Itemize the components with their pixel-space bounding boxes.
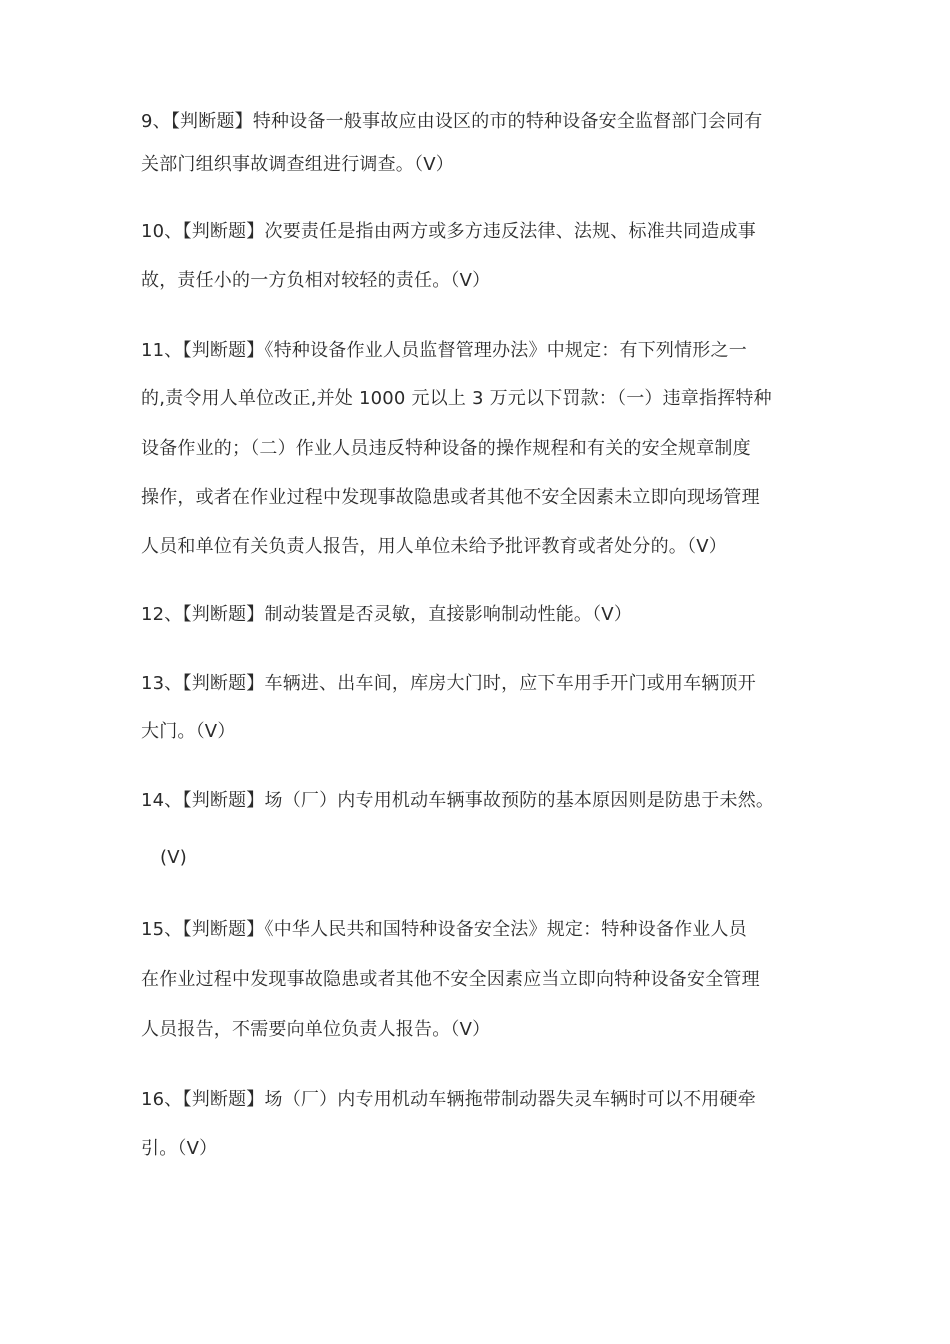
question-line: 的,责令用人单位改正,并处 1000 元以上 3 万元以下罚款：（一）违章指挥特种 bbox=[141, 388, 772, 409]
question-line: 13、【判断题】车辆进、出车间，库房大门时，应下车用手开门或用车辆顶开 bbox=[141, 673, 756, 694]
question-line: 10、【判断题】次要责任是指由两方或多方违反法律、法规、标准共同造成事 bbox=[141, 221, 756, 242]
question-line: 12、【判断题】制动装置是否灵敏，直接影响制动性能。（V） bbox=[141, 604, 633, 625]
question-line: 设备作业的；（二）作业人员违反特种设备的操作规程和有关的安全规章制度 bbox=[141, 438, 751, 459]
question-line: (V) bbox=[160, 847, 187, 868]
question-line: 人员报告，不需要向单位负责人报告。（V） bbox=[141, 1019, 491, 1040]
question-line: 故，责任小的一方负相对较轻的责任。（V） bbox=[141, 270, 491, 291]
question-line: 15、【判断题】《中华人民共和国特种设备安全法》规定：特种设备作业人员 bbox=[141, 919, 747, 940]
question-line: 操作，或者在作业过程中发现事故隐患或者其他不安全因素未立即向现场管理 bbox=[141, 487, 760, 508]
question-line: 11、【判断题】《特种设备作业人员监督管理办法》中规定：有下列情形之一 bbox=[141, 340, 747, 361]
question-line: 人员和单位有关负责人报告，用人单位未给予批评教育或者处分的。（V） bbox=[141, 536, 727, 557]
question-line: 9、【判断题】特种设备一般事故应由设区的市的特种设备安全监督部门会同有 bbox=[141, 111, 763, 132]
question-line: 引。（V） bbox=[141, 1138, 218, 1159]
question-line: 在作业过程中发现事故隐患或者其他不安全因素应当立即向特种设备安全管理 bbox=[141, 969, 760, 990]
question-line: 14、【判断题】场（厂）内专用机动车辆事故预防的基本原因则是防患于未然。 bbox=[141, 790, 775, 811]
question-line: 大门。（V） bbox=[141, 721, 236, 742]
question-line: 16、【判断题】场（厂）内专用机动车辆拖带制动器失灵车辆时可以不用硬牵 bbox=[141, 1089, 756, 1110]
question-line: 关部门组织事故调查组进行调查。（V） bbox=[141, 154, 454, 175]
